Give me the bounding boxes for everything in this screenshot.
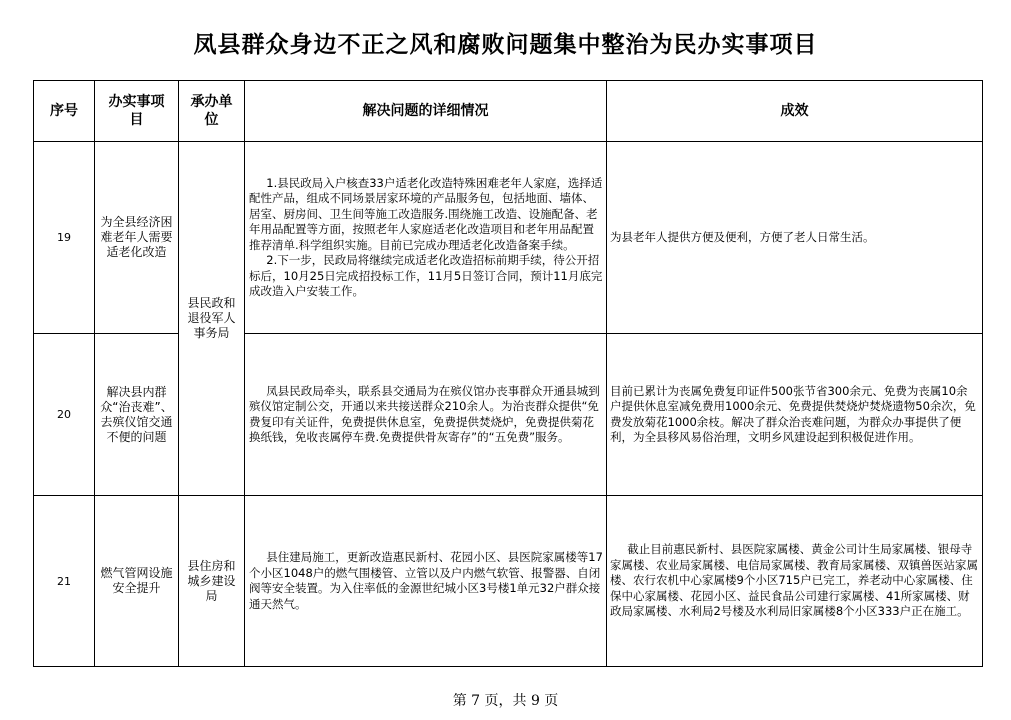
result-cell: 目前已累计为丧属免费复印证件500张节省300余元、免费为丧属10余户提供休息室减免费用1000余元、免费提供焚烧炉焚烧遗物50余次，免费发放菊花1000余枝。解决了群众治丧难问题，为群众办事提供了便利，为全县移风易俗治理，文明乡风建设起到积极促进作用。 [607,334,983,496]
row-number: 21 [34,496,95,667]
table-row [34,334,983,496]
responsible-unit: 县住房和城乡建设局 [179,496,245,667]
detail-cell [245,496,607,667]
header-unit: 承办单位 [179,81,245,142]
header-result: 成效 [607,81,983,142]
document-title: 凤县群众身边不正之风和腐败问题集中整治为民办实事项目 [193,31,818,58]
row-number: 20 [34,334,95,496]
detail-cell [245,334,607,496]
header-no: 序号 [34,81,95,142]
responsible-unit: 县民政和退役军人事务局 [179,142,245,496]
table-row [34,496,983,667]
projects-table [33,80,983,667]
project-name: 解决县内群众“治丧难”、去殡仪馆交通不便的问题 [95,334,179,496]
result-cell [607,496,983,667]
project-name: 燃气管网设施安全提升 [95,496,179,667]
result-paragraph: 截止目前惠民新村、县医院家属楼、黄金公司计生局家属楼、银母寺家属楼、农业局家属楼、电信局家属楼、教育局家属楼、双镇兽医站家属楼、农行农机中心家属楼9个小区715户已完工，养老动中心家属楼、住保中心家属楼、花园小区、益民食品公司建行家属楼、41所家属楼、财政局家属楼、水利局2号楼及水利局旧家属楼8个小区333户正在施工。 [610,542,978,619]
header-detail: 解决问题的详细情况 [245,81,607,142]
table-header-row [34,81,983,142]
project-name: 为全县经济困难老年人需要适老化改造 [95,142,179,334]
detail-paragraph: 凤县民政局牵头，联系县交通局为在殡仪馆办丧事群众开通县城到殡仪馆定制公交，开通以来共接送群众210余人。为治丧群众提供“免费复印有关证件，免费提供休息室，免费提供焚烧炉，免费提供菊花换纸钱，免收丧属停车费.免费提供骨灰寄存”的“五免费”服务。 [249,383,600,444]
header-item: 办实事项目 [95,81,179,142]
detail-cell [245,142,607,334]
table-row [34,142,983,334]
detail-paragraph: 县住建局施工，更新改造惠民新村、花园小区、县医院家属楼等17个小区1048户的燃气围楼管、立管以及户内燃气软管、报警器、自闭阀等安全装置。为入住率低的金源世纪城小区3号楼1单元32户群众接通天然气。 [249,550,603,611]
result-cell: 为县老年人提供方便及便利，方便了老人日常生活。 [607,142,983,334]
row-number: 19 [34,142,95,334]
detail-paragraph: 1.县民政局入户核查33户适老化改造特殊困难老年人家庭，选择适配性产品，组成不同场景居家环境的产品服务包，包括地面、墙体、居室、厨房间、卫生间等施工改造服务.围绕施工改造、设施配备、老年用品配置等方面，按照老年人家庭适老化改造项目和老年用品配置推荐清单.科学组织实施。目前已完成办理适老化改造备案手续。 [249,175,603,252]
page-footer: 第 7 页，共 9 页 [452,693,559,709]
detail-paragraph: 2.下一步，民政局将继续完成适老化改造招标前期手续，待公开招标后，10月25日完成招投标工作，11月5日签订合同，预计11月底完成改造入户安装工作。 [249,253,603,298]
